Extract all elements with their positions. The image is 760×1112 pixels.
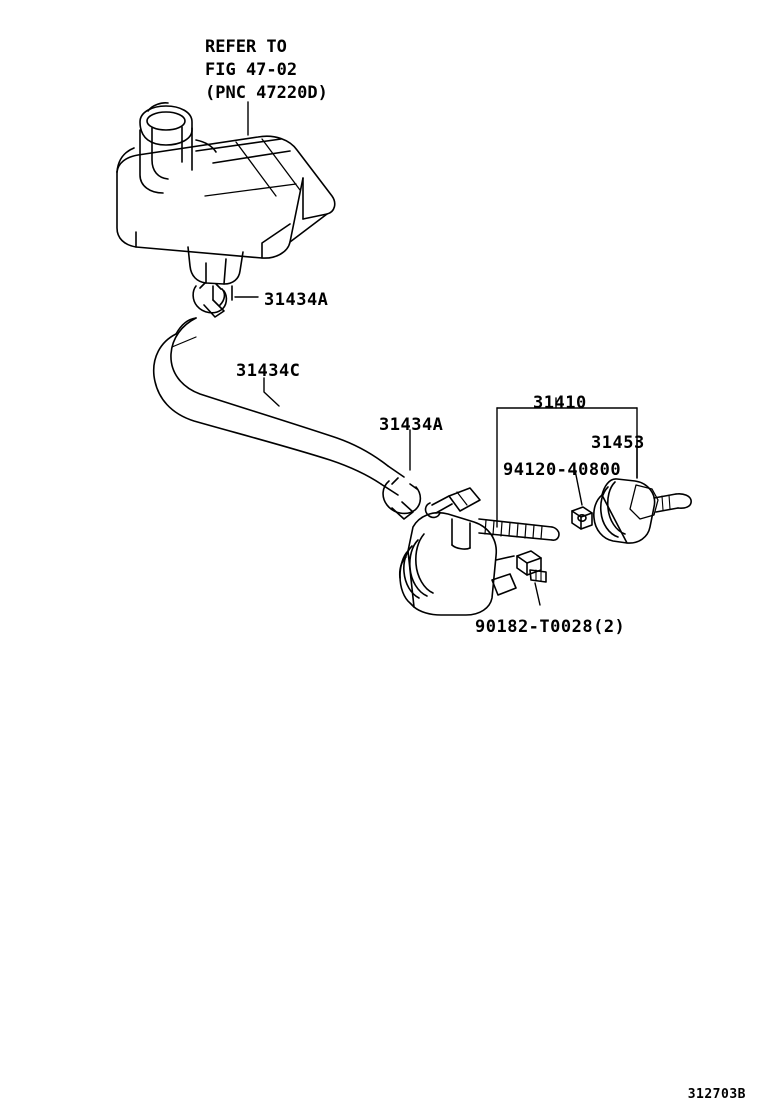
diagram-footer-code: 312703B [687,1087,746,1102]
reference-figure: FIG 47-02 [205,60,298,80]
part-label-31453: 31453 [591,433,645,453]
reference-pnc: (PNC 47220D) [205,83,328,103]
part-label-90182-T0028: 90182-T0028(2) [475,617,626,637]
part-label-31434C: 31434C [236,361,301,381]
part-label-31434A-lower: 31434A [379,415,444,435]
part-label-94120-40800: 94120-40800 [503,460,622,480]
reference-note: REFER TO [205,37,287,57]
part-label-31434A-upper: 31434A [264,290,329,310]
part-label-31410: 31410 [533,393,587,413]
